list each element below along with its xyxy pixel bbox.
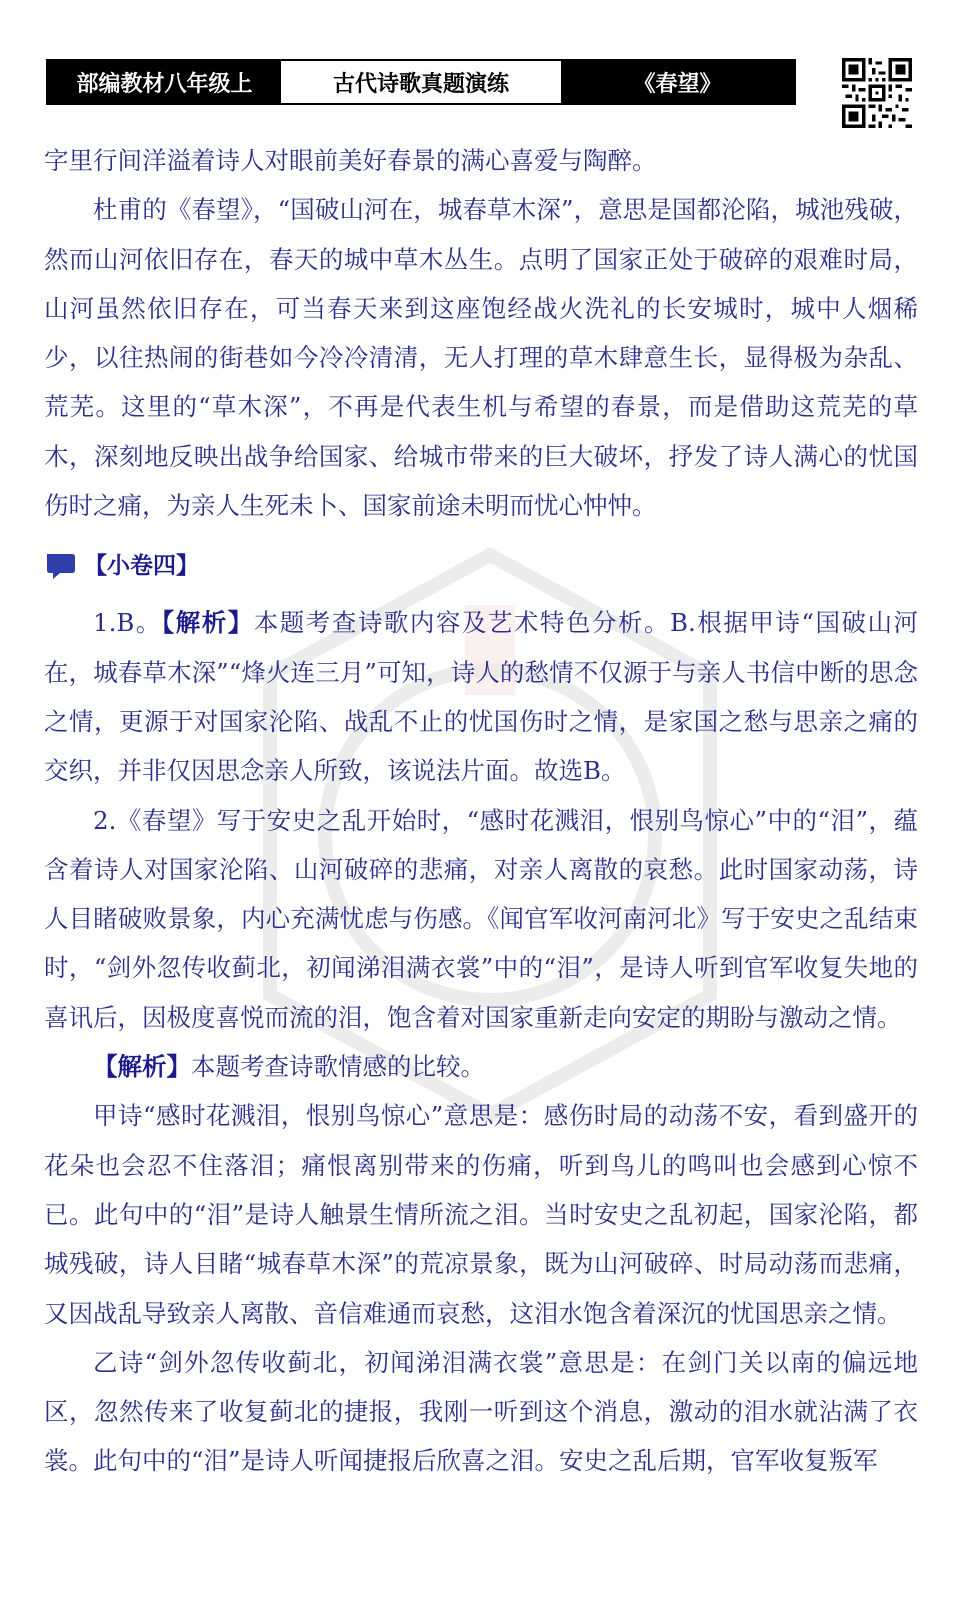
paragraph: 甲诗“感时花溅泪，恨别鸟惊心”意思是：感伤时局的动荡不安，看到盛开的花朵也会忍不住落泪；痛恨离别带来的伤痛，听到鸟儿的鸣叫也会感到心惊不已。此句中的“泪”是诗人触景生情所流之泪。当时安史之乱初起，国家沦陷，都城残破，诗人目睹“城春草木深”的荒凉景象，既为山河破碎、时局动荡而悲痛，又因战乱导致亲人离散、音信难通而哀愁，这泪水饱含着深沉的忧国思亲之情。 [44, 1101, 918, 1328]
answer-1-text: 本题考查诗歌内容及艺术特色分析。B.根据甲诗“国破山河在，城春草木深”“烽火连三月”可知，诗人的愁情不仅源于与亲人书信中断的思念之情，更源于对国家沦陷、战乱不止的忧国伤时之情，是家国之愁与思亲之痛的交织，并非仅因思念亲人所致，该说法片面。故选B。 [44, 608, 918, 786]
analysis-intro [44, 1042, 918, 1091]
header-topic: 古代诗歌真题演练 [281, 61, 561, 103]
answer-1 [44, 598, 918, 795]
paragraph: 字里行间洋溢着诗人对眼前美好春景的满心喜爱与陶醉。 [44, 146, 657, 175]
analysis-tag: 【解析】 [161, 608, 254, 638]
comment-bubble-icon [44, 551, 78, 581]
header-poem-title: 《春望》 [561, 61, 794, 103]
content-area [44, 136, 918, 1486]
header-grade: 部编教材八年级上 [48, 61, 281, 103]
paragraph: 杜甫的《春望》，“国破山河在，城春草木深”，意思是国都沦陷，城池残破，然而山河依旧存在，春天的城中草木丛生。点明了国家正处于破碎的艰难时局，山河虽然依旧存在，可当春天来到这座饱经战火洗礼的长安城时，城中人烟稀少，以往热闹的街巷如今冷冷清清，无人打理的草木肆意生长，显得极为杂乱、荒芜。这里的“草木深”，不再是代表生机与希望的春景，而是借助这荒芜的草木，深刻地反映出战争给国家、给城市带来的巨大破坏，抒发了诗人满心的忧国伤时之痛，为亲人生死未卜、国家前途未明而忧心忡忡。 [44, 195, 918, 521]
section-heading [44, 534, 918, 598]
qr-code-icon[interactable] [842, 58, 912, 128]
analysis-tag: 【解析】 [93, 1052, 191, 1082]
header-bar [46, 59, 796, 105]
analysis-text: 本题考查诗歌情感的比较。 [191, 1052, 485, 1082]
answer-1-prefix: 1.B。 [93, 608, 162, 638]
paragraph: 乙诗“剑外忽传收蓟北，初闻涕泪满衣裳”意思是：在剑门关以南的偏远地区，忽然传来了收复蓟北的捷报，我刚一听到这个消息，激动的泪水就沾满了衣裳。此句中的“泪”是诗人听闻捷报后欣喜之泪。安史之乱后期，官军收复叛军 [44, 1347, 918, 1476]
answer-2: 2.《春望》写于安史之乱开始时，“感时花溅泪，恨别鸟惊心”中的“泪”，蕴含着诗人对国家沦陷、山河破碎的悲痛，对亲人离散的哀愁。此时国家动荡，诗人目睹破败景象，内心充满忧虑与伤感。《闻官军收河南河北》写于安史之乱结束时，“剑外忽传收蓟北，初闻涕泪满衣裳”中的“泪”，是诗人听到官军收复失地的喜讯后，因极度喜悦而流的泪，饱含着对国家重新走向安定的期盼与激动之情。 [44, 805, 918, 1032]
section-title: 【小卷四】 [84, 552, 199, 579]
